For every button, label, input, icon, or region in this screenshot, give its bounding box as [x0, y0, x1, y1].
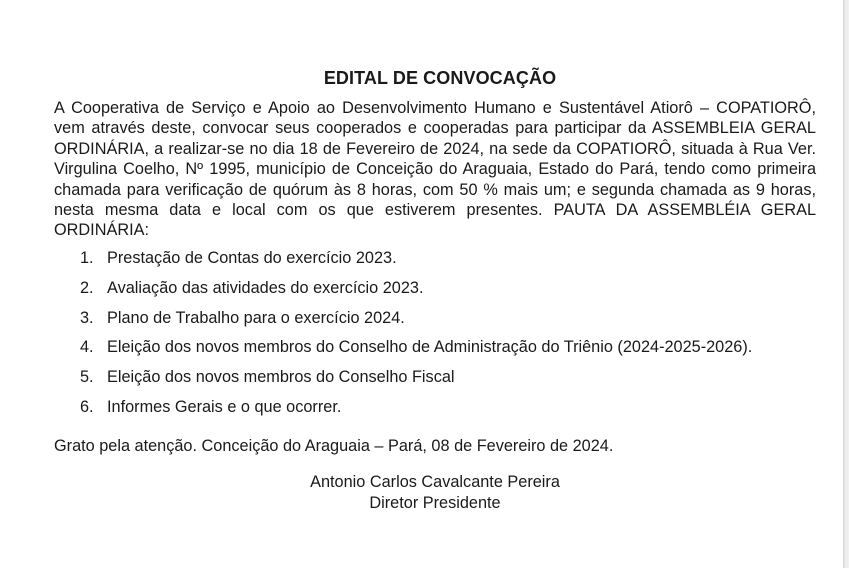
agenda-item [54, 397, 824, 427]
agenda-item-text: Prestação de Contas do exercício 2023. [107, 249, 397, 267]
agenda-item [54, 367, 824, 397]
signature-block [270, 472, 600, 514]
agenda-item-text: Avaliação das atividades do exercício 2023. [107, 278, 424, 297]
agenda-item-number: 6. [80, 397, 94, 416]
agenda-item-number: 2. [80, 278, 94, 297]
agenda-item [54, 337, 824, 367]
agenda-item [54, 248, 824, 278]
agenda-item [54, 278, 824, 308]
signature-name: Antonio Carlos Cavalcante Pereira [310, 473, 560, 491]
agenda-item-text: Eleição dos novos membros do Conselho Fiscal [107, 368, 455, 387]
body-paragraph: A Cooperativa de Serviço e Apoio ao Desenvolvimento Humano e Sustentável Atiorô – COPATIORÔ, vem através deste, convocar seus cooperados e cooperadas para participar da ASSEMBLEIA GERAL ORDINÁRIA, a realizar-se no dia 18 de Fevereiro de 2024, na sede da COPATIORÔ, situada à Rua Ver. Virgulina Coelho, Nº 1995, município de Conceição do Araguaia, Estado do Pará, tendo como primeira chamada para verificação de quórum às 8 horas, com 50 % mais um; e segunda chamada as 9 horas, nesta mesma data e local com os que estiverem presentes. PAUTA DA ASSEMBLÉIA GERAL ORDINÁRIA: [54, 99, 816, 240]
signature-role: Diretor Presidente [369, 494, 501, 512]
document-title: EDITAL DE CONVOCAÇÃO [323, 68, 557, 88]
agenda-item-number: 5. [80, 368, 94, 387]
agenda-item [54, 308, 824, 338]
closing-line: Grato pela atenção. Conceição do Araguaia – Pará, 08 de Fevereiro de 2024. [54, 437, 614, 455]
agenda-item-number: 1. [80, 249, 94, 267]
agenda-item-text: Eleição dos novos membros do Conselho de Administração do Triênio (2024-2025-2026). [107, 338, 753, 357]
agenda-item-text: Informes Gerais e o que ocorrer. [107, 397, 342, 416]
agenda-item-text: Plano de Trabalho para o exercício 2024. [107, 308, 405, 327]
agenda-item-number: 4. [80, 338, 94, 357]
page-edge-shadow [843, 0, 849, 568]
agenda-list [54, 248, 824, 427]
agenda-item-number: 3. [80, 308, 94, 327]
